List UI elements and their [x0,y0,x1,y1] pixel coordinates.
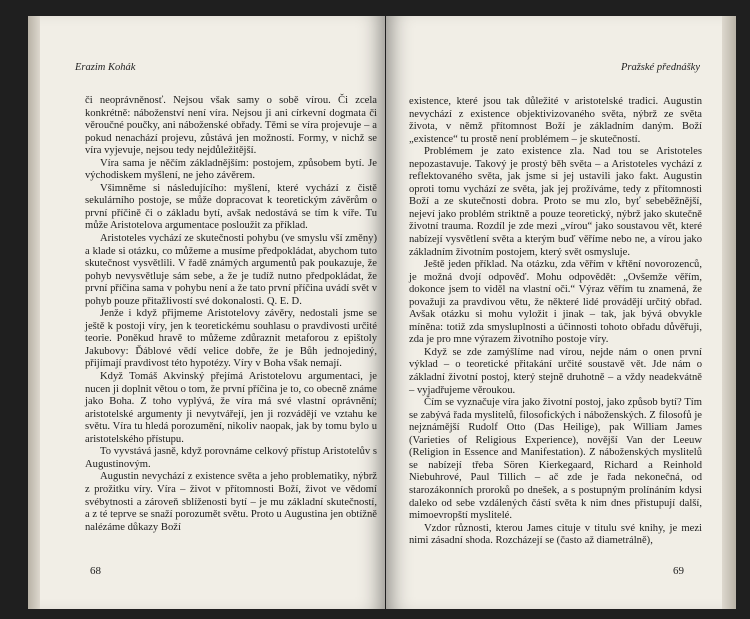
left-page-text [85,95,377,534]
paragraph: Víra sama je něčím základnějším: postojem, způsobem bytí. Je východiskem myšlení, ne jeho závěrem. [85,157,377,182]
running-head-right: Pražské přednášky [620,62,700,73]
paragraph: Problémem je zato existence zla. Nad tou se Aristoteles nepozastavuje. Takový je prostý běh světa – a Aristoteles vychází z reflektovaného světa, jak jsme si jej ustavili jako fakt. Augustin oproti tomu vychází ze světa, jak jej prožíváme, tedy z přítomnosti Boží a ze skutečnosti dobra. Proto se mu zlo, byť sebeběžnější, nejeví jako problém striktně a pouze teoretický, nýbrž jako skutečně životní trauma. Rozdíl je zde mezi „vírou“ jako soustavou vět, které nabízejí vysvětlení světa a kterým buď věříme nebo ne, a vírou jako základním životním postojem, který svět osmysluje. [409,146,702,258]
paragraph: Když se zde zamýšlíme nad vírou, nejde nám o onen první výklad – o teoretické přitakání určité soustavě vět. Jde nám o základní životní postoj, který stejně druhotně – a vždy neadekvátně – vyjadřujeme věroukou. [409,346,702,396]
paragraph: Vzdor různosti, kterou James cituje v titulu své knihy, je mezi nimi zásadní shoda. Rozcházejí se (často až diametrálně), [409,522,702,547]
paragraph: či neoprávněnosť. Nejsou však samy o sobě vírou. Či zcela konkrétně: náboženství není víra. Nejsou ji ani církevní dogmata či věroučné poučky, ani náboženské obřady. Těmi se víra projevuje – a pokud nenachází projevu, zůstává jen možností. Formy, v nichž se víra vyjevuje, nejsou tedy nejdůležitější. [85,95,377,157]
paragraph: Augustin nevychází z existence světa a jeho problematiky, nýbrž z prožitku víry. Víra – život v přítomnosti Boží, život ve vědomí svébytnosti a zároveň sblíženosti bytí – je mu základní skutečností, a z té teprve se snaží porozumět světu. Proto u Augustina jen obtížně nalézáme důkazy Boží [85,471,377,533]
left-page [40,16,385,609]
paragraph: Ještě jeden příklad. Na otázku, zda věřím v křtění novorozenců, je možná dvojí odpověď. Mohu odpovědět: „Ovšemže věřím, dokonce jsem to viděl na vlastní oči.“ Výraz věřím tu znamená, že považuji za pravdivou větu, že některé lidé provádějí určitý obřad. Avšak otázku si mohu vyložit i jinak – tak, jak bývá obvykle míněna: totiž zda smysluplnosti a účinnosti tohoto obřadu důvěřuji, zda je pro mne výrazem životního postoje víry. [409,259,702,346]
right-page-text [409,96,702,548]
paragraph: Jenže i když přijmeme Aristotelovy závěry, nedostali jsme se ještě k postoji víry, jen k teoretickému souhlasu o pravdivosti určité teorie. Poněkud hravě to můžeme zdůraznit metaforou z epištoly Jakubovy: Ďáblové vědí velice dobře, že je Bůh jednojediný, přijímají pravdivost této hypotézy. Víry v Boha však nemají. [85,308,377,370]
page-number-right: 69 [673,565,684,577]
right-page [386,16,722,609]
right-page-edge [722,16,736,609]
paragraph: Aristoteles vychází ze skutečnosti pohybu (ve smyslu vší změny) a klade si otázku, co můžeme a musíme předpokládat, abychom tuto skutečnost vysvětlili. V řadě známých argumentů pak poukazuje, že pohyb nevysvětluje sám sebe, a že je tudíž nutno předpokládat, že první příčina sama v pohybu není a že tato první příčina uvádí svět v pohyb pouze přitažlivostí své dokonalosti. Q. E. D. [85,233,377,307]
left-page-edge [28,16,40,609]
paragraph: Když Tomáš Akvinský přejímá Aristotelovu argumentaci, je nucen ji doplnit větou o tom, že první příčina je to, co obecně známe jako Boha. Z toho vyplývá, že víra má své vlastní oprávnění; aristotelské argumenty ji nevytvářejí, jen ji rozvádějí ve vztahu ke světu. Víra tu hledá porozumění, nikoliv naopak, jak by tomu bylo u aristotelského přístupu. [85,371,377,445]
paragraph: To vyvstává jasně, když porovnáme celkový přístup Aristotelův s Augustinovým. [85,446,377,470]
paragraph: existence, které jsou tak důležité v aristotelské tradici. Augustin nevychází z existence objektivizovaného světa, nýbrž ze světa života, v němž přítomnost Boží je základním daným. Boží „existence“ tu prostě není problémem – je skutečností. [409,96,702,145]
paragraph: Čím se vyznačuje víra jako životní postoj, jako způsob bytí? Tím se zabývá řada myslitelů, filosofických i náboženských. Z filosofů je nejznámější Rudolf Otto (Das Heilige), pak William James (Varieties of Religious Experience), novější Van der Leeuw (Religion in Essence and Manifestation). Z náboženských myslitelů se nabízejí třeba Sören Kierkegaard, Richard a Reinhold Niebuhrové, Paul Tillich – ač zde je řada nekonečná, od starozákonních proroků po dnešek, a s postupným prolínáním kdysi daleko od sebe vzdálených částí světa k nim dnes přistupují další, mimoevropští myslitelé. [409,397,702,522]
running-head-left: Erazim Kohák [75,62,136,73]
paragraph: Všimněme si následujícího: myšlení, které vychází z čistě sekulárního postoje, se může dopracovat k teoretickým závěrům o první příčině či o základu bytí, avšak nedostává se tím k víře. Tu může Aristotelova argumentace posloužit za příklad. [85,182,377,232]
page-number-left: 68 [90,565,101,577]
